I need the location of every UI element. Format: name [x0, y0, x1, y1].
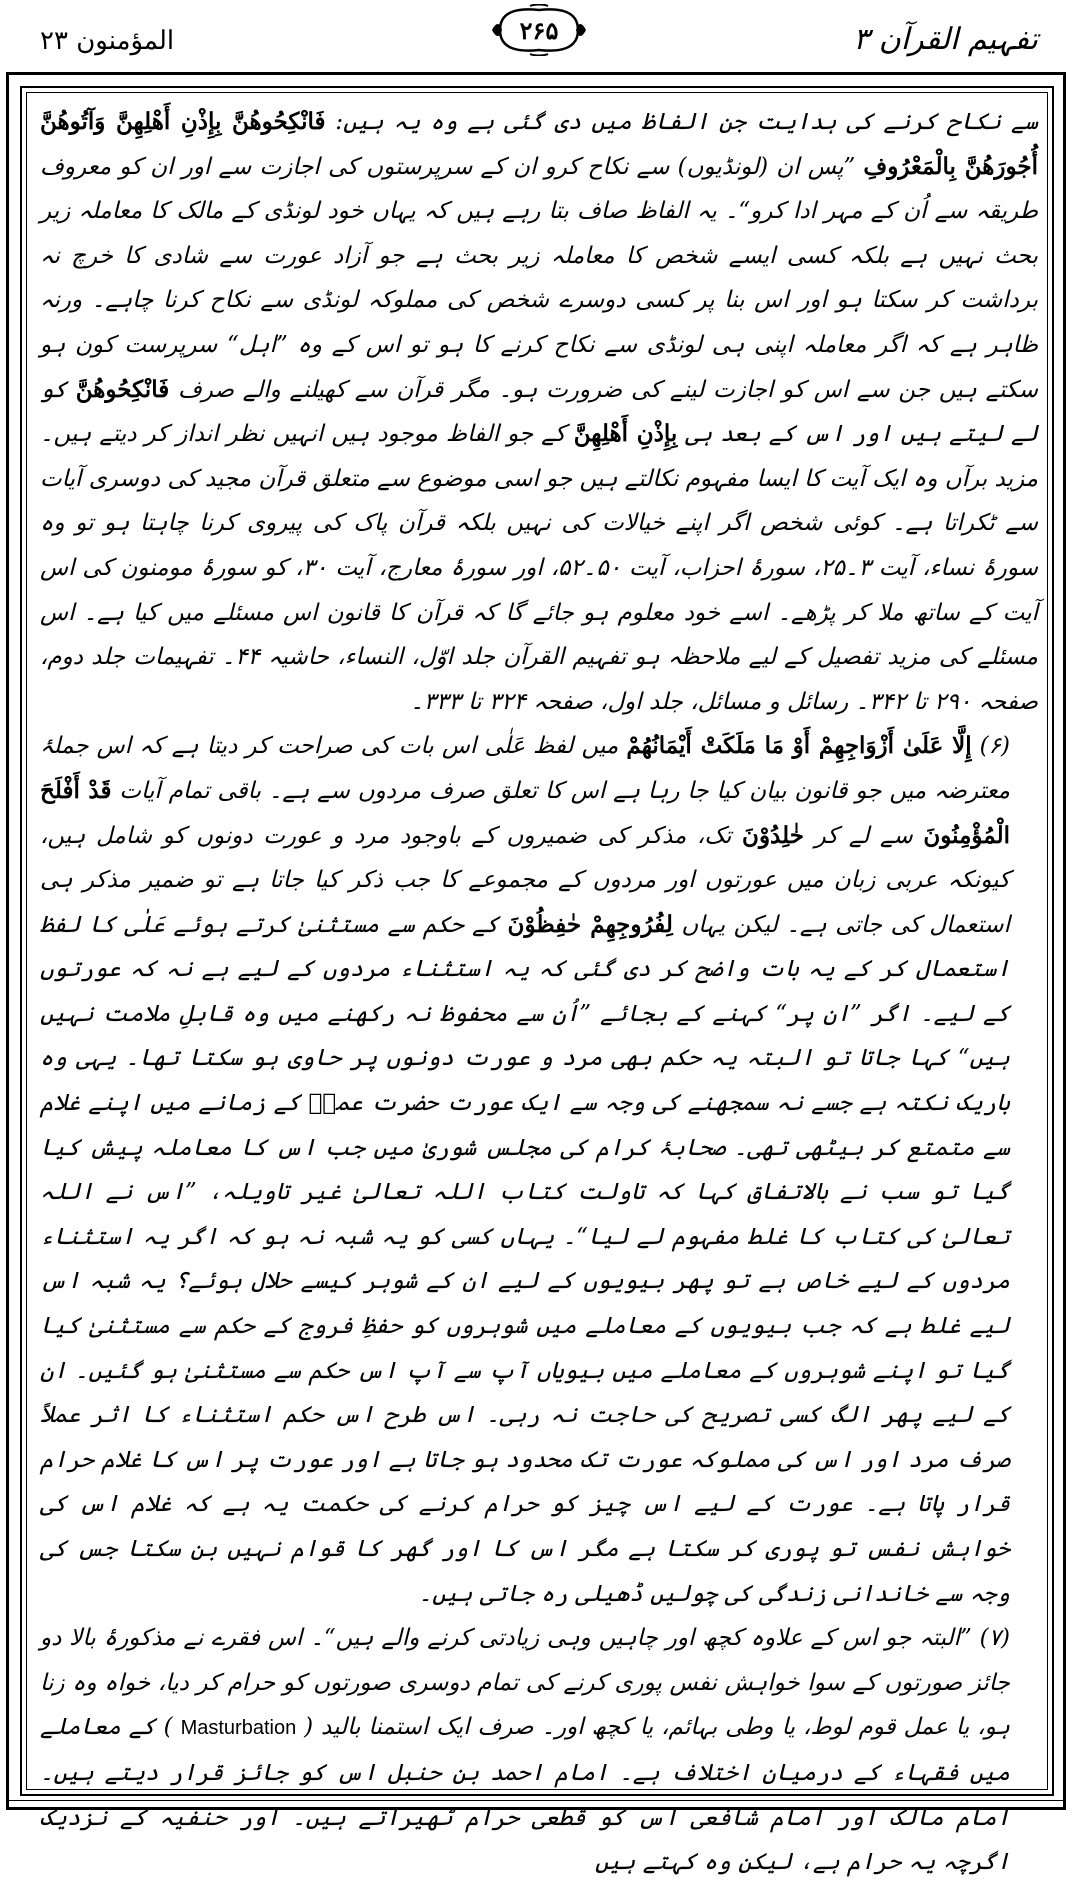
bottom-border — [6, 1800, 1066, 1809]
quranic-quote: فَانْكِحُوهُنَّ — [75, 375, 170, 403]
page-number: ۲۶۵ — [519, 16, 559, 45]
commentary-text: سے نکاح کرنے کی ہدایت جن الفاظ میں دی گئی ہے وہ یہ ہیں: — [325, 109, 1038, 135]
commentary-body — [40, 100, 1038, 1876]
paragraph-continuation — [40, 100, 1038, 724]
paragraph-note-7 — [40, 1616, 1038, 1885]
commentary-text: سے لے کر — [803, 822, 924, 849]
commentary-text: کے حکم سے مستثنیٰ کرتے ہوئے عَلٰی کا لفظ استعمال کر کے یہ بات واضح کر دی گئی کہ یہ استثناء مردوں کے لیے ہے نہ کہ عورتوں کے لیے۔ اگر ”ان پر“ کہنے کے بجائے ”اُن سے محفوظ نہ رکھنے میں وہ قابلِ ملامت نہیں ہیں“ کہا جاتا تو البتہ یہ حکم بھی مرد و عورت دونوں پر حاوی ہو سکتا تھا۔ یہی وہ باریک نکتہ ہے جسے نہ سمجھنے کی وجہ سے ایک عورت حضرت عمرؓ کے زمانے میں اپنے غلام سے متمتع کر بیٹھی تھی۔ صحابۂ کرام کی مجلس شوریٰ میں جب اس کا معاملہ پیش کیا گیا تو سب نے بالاتفاق کہا کہ تاولت کتاب اللہ تعالیٰ غیر تاویلہ، ”اس نے اللہ تعالیٰ کی کتاب کا غلط مفہوم لے لیا“۔ یہاں کسی کو یہ شبہ نہ ہو کہ اگر یہ استثناء مردوں کے لیے خاص ہے تو پھر بیویوں کے لیے ان کے شوہر کیسے حلال ہوئے؟ یہ شبہ اس لیے غلط ہے کہ جب بیویوں کے معاملے میں شوہروں کو حفظِ فروج کے حکم سے مستثنیٰ کیا گیا تو اپنے شوہروں کے معاملے میں بیویاں آپ سے آپ اس حکم سے مستثنیٰ ہو گئیں۔ ان کے لیے پھر الگ کسی تصریح کی حاجت نہ رہی۔ اس طرح اس حکم استثناء کا اثر عملاً صرف مرد اور اس کی مملوکہ عورت تک محدود ہو جاتا ہے اور عورت پر اس کا غلام حرام قرار پاتا ہے۔ عورت کے لیے اس چیز کو حرام کرنے کی حکمت یہ ہے کہ غلام اس کی خواہش نفس تو پوری کر سکتا ہے مگر اس کا اور گھر کا قوام نہیں بن سکتا جس کی وجہ سے خاندانی زندگی کی چولیں ڈھیلی رہ جاتی ہیں۔ — [40, 911, 1010, 1607]
quranic-quote: خٰلِدُوْنَ — [742, 821, 804, 849]
commentary-text: کے جو الفاظ موجود ہیں انہیں نظر انداز کر دیتے ہیں۔ مزید برآں وہ ایک آیت کا ایسا مفہوم نکالتے ہیں جو اسی موضوع سے متعلق قرآن مجید کی دوسری آیات سے ٹکراتا ہے۔ کوئی شخص اگر اپنے خیالات کی نہیں بلکہ قرآن پاک کی پیروی کرنا چاہتا ہو تو وہ سورۂ نساء، آیت ۳۔۲۵، سورۂ احزاب، آیت ۵۰۔۵۲، اور سورۂ معارج، آیت ۳۰، کو سورۂ مومنون کی اس آیت کے ساتھ ملا کر پڑھے۔ اسے خود معلوم ہو جائے گا کہ قرآن کا قانون اس مسئلے میں کیا ہے۔ اس مسئلے کی مزید تفصیل کے لیے ملاحظہ ہو تفہیم القرآن جلد اوّل، النساء، حاشیہ ۴۴۔ تفہیمات جلد دوم، صفحہ ۲۹۰ تا ۳۴۲۔ رسائل و مسائل، جلد اول، صفحہ ۳۲۴ تا ۳۳۳۔ — [40, 421, 1038, 715]
book-title: تفہیم القرآن ۳ — [853, 22, 1038, 57]
quranic-quote: إِلَّا عَلَىٰ أَزْوَاجِهِمْ أَوْ مَا مَلَكَتْ أَيْمَانُهُمْ — [626, 732, 972, 760]
surah-name: المؤمنون ۲۳ — [40, 26, 175, 56]
page-number-emblem — [490, 4, 588, 56]
english-term: Masturbation — [180, 1717, 297, 1740]
commentary-text: کو لے لیتے ہیں اور اس کے بعد ہی — [40, 376, 1038, 448]
quranic-quote: لِفُرُوجِهِمْ حٰفِظُوْنَ — [507, 910, 673, 938]
quranic-quote: قَدْ أَفْلَحَ الْمُؤْمِنُونَ — [40, 776, 1010, 849]
commentary-text: (۷) ”البتہ جو اس کے علاوہ کچھ اور چاہیں وہی زیادتی کرنے والے ہیں“۔ اس فقرے نے مذکورۂ بالا دو جائز صورتوں کے سوا خواہش نفس پوری کرنے کی تمام دوسری صورتوں کو حرام کر دیا، خواہ وہ زنا ہو، یا عمل قوم لوط، یا وطی بہائم، یا کچھ اور۔ صرف ایک استمنا بالید ( — [40, 1625, 1011, 1741]
paragraph-note-6 — [40, 724, 1038, 1616]
quranic-quote: فَانْكِحُوهُنَّ بِإِذْنِ أَهْلِهِنَّ وَآتُوهُنَّ أُجُورَهُنَّ بِالْمَعْرُوفِ — [40, 108, 1038, 180]
commentary-text: ) کے معاملے میں فقہاء کے درمیان اختلاف ہے۔ امام احمد بن حنبل اس کو جائز قرار دیتے ہیں۔ امام مالک اور امام شافعی اس کو قطعی حرام ٹھیراتے ہیں۔ اور حنفیہ کے نزدیک اگرچہ یہ حرام ہے، لیکن وہ کہتے ہیں — [40, 1714, 1010, 1876]
page-header — [0, 0, 1078, 70]
commentary-text: ”پس ان (لونڈیوں) سے نکاح کرو ان کے سرپرستوں کی اجازت سے اور ان کو معروف طریقہ سے اُن کے مہر ادا کرو“۔ یہ الفاظ صاف بتا رہے ہیں کہ یہاں خود لونڈی کے مالک کا معاملہ زیر بحث نہیں ہے بلکہ کسی ایسے شخص کا معاملہ زیر بحث ہے جو آزاد عورت سے شادی کا خرچ نہ برداشت کر سکتا ہو اور اس بنا پر کسی دوسرے شخص کی مملوکہ لونڈی سے نکاح کرنا چاہے۔ ورنہ ظاہر ہے کہ اگر معاملہ اپنی ہی لونڈی سے نکاح کرنے کا ہو تو اس کے وہ ”اہل“ سرپرست کون ہو سکتے ہیں جن سے اس کو اجازت لینے کی ضرورت ہو۔ مگر قرآن سے کھیلنے والے صرف — [40, 153, 1038, 403]
commentary-text: (۶) — [971, 733, 1010, 760]
commentary-text: میں لفظ عَلٰی اس بات کی صراحت کر دیتا ہے کہ اس جملۂ معترضہ میں جو قانون بیان کیا جا رہا ہے اس کا تعلق صرف مردوں سے ہے۔ باقی تمام آیات — [40, 733, 1010, 804]
commentary-text: تک، مذکر کی ضمیروں کے باوجود مرد و عورت دونوں کو شامل ہیں، کیونکہ عربی زبان میں عورتوں اور مردوں کے مجموعے کا جب ذکر کیا جاتا ہے تو ضمیر مذکر ہی استعمال کی جاتی ہے۔ لیکن یہاں — [40, 822, 1010, 938]
quranic-quote: بِإِذْنِ أَهْلِهِنَّ — [573, 420, 678, 448]
